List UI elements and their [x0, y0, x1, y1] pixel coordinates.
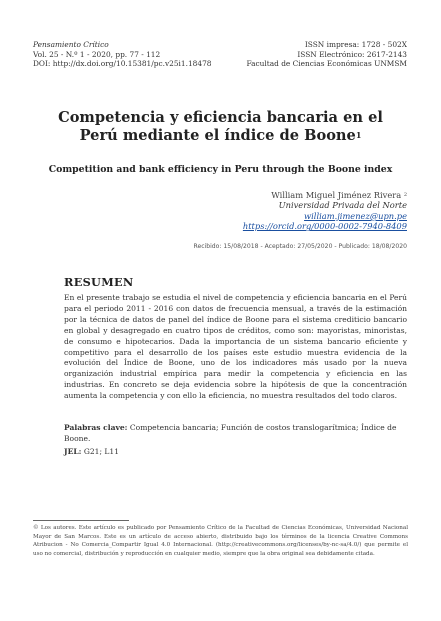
title-line-1: Competencia y eficiencia bancaria en el [58, 109, 383, 126]
abstract-body: En el presente trabajo se estudia el nivel de competencia y eficiencia bancaria en el Perú para el periodo 2011 - 2016 con datos de frecuencia mensual, a través de la estimación por la técnica de datos de panel del índice de Boone para el sistema crediticio bancario en global y desagregado en cuatro tipos de créditos, como son: mayoristas, minoristas, de consumo e hipotecarios. Dada la importancia de un sistema bancario eficiente y competitivo para el desarrollo de los países este estudio muestra evidencia de la evolución del Índice de Boone, uno de los indicadores más usado por la nueva organización industrial empírica para medir la competencia y eficiencia en las industrias. En concreto se deja evidencia sobre la hipótesis de que la concentración aumenta la competencia y con ello la eficiencia, no muestra resultados del todo claros. [64, 293, 407, 401]
jel-text: G21; L11 [83, 447, 120, 456]
publication-dates: Recibido: 15/08/2018 - Aceptado: 27/05/2020 - Publicado: 18/08/2020 [193, 243, 407, 250]
jel-label: JEL: [64, 447, 82, 456]
author-name [147, 190, 407, 200]
issn-print: ISSN impresa: 1728 - 502X [304, 40, 407, 49]
author-institution: Universidad Privada del Norte [278, 200, 407, 211]
author-block [147, 190, 407, 232]
keywords-label: Palabras clave: [64, 423, 128, 432]
english-title: Competition and bank efficiency in Peru through the Boone index [48, 164, 393, 175]
journal-header-right [207, 40, 407, 69]
keywords-text: Competencia bancaria; Función de costos translogarítmica; Índice de Boone. [64, 423, 397, 443]
footnote-divider [33, 520, 129, 521]
issn-electronic: ISSN Electrónico: 2617-2143 [297, 49, 407, 59]
author-email-link[interactable]: william.jimenez@upn.pe [304, 210, 407, 221]
doi-link[interactable]: DOI: http://dx.doi.org/10.15381/pc.v25i1.18478 [33, 59, 212, 69]
abstract-heading: RESUMEN [64, 275, 134, 289]
faculty-name: Facultad de Ciencias Económicas UNMSM [246, 59, 407, 69]
journal-header-left [33, 40, 233, 69]
author-orcid-link[interactable]: https://orcid.org/0000-0002-7940-8409 [242, 221, 407, 232]
article-title [30, 109, 411, 145]
title-line-2 [30, 127, 411, 145]
author-name-text: William Miguel Jiménez Rivera [271, 190, 402, 200]
title-line-2-text: Perú mediante el índice de Boone [79, 127, 356, 144]
keywords [64, 423, 407, 445]
jel-codes [64, 447, 407, 458]
author-footnote-mark[interactable]: 2 [403, 192, 407, 198]
journal-name: Pensamiento Crítico [33, 40, 109, 49]
title-footnote-mark[interactable]: 1 [355, 130, 362, 140]
license-notice: © Los autores. Este artículo es publicado por Pensamiento Crítico de la Facultad de Ciencias Económicas, Universidad Nacional Mayor de San Marcos. Este es un artículo de acceso abierto, distribuido bajo los términos de la licencia Creative Commons Atribucion - No Comercia_Compartir Igual 4.0 Internacional. (http://creativecommons.org/licenses/by-nc-sa/4.0/) que permite el uso no comercial, distribución y reproducción en cualquier medio, siempre que la obra original sea debidamente citada. [33, 525, 408, 557]
volume-info: Vol. 25 - N.º 1 - 2020, pp. 77 - 112 [33, 49, 161, 59]
